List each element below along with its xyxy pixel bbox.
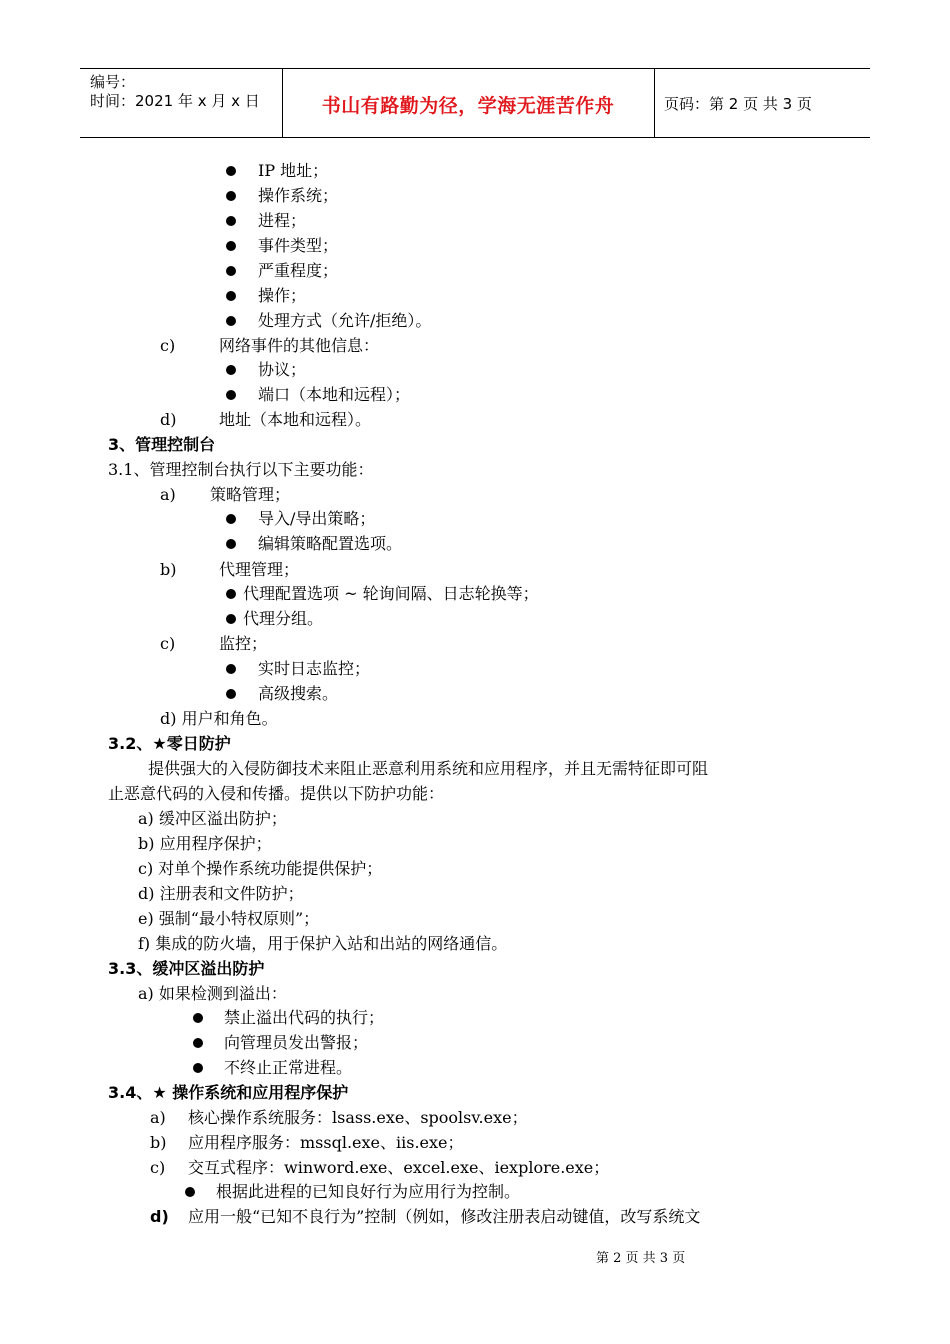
list-item: 端口（本地和远程）；: [258, 385, 411, 404]
list-item: e) 强制“最小特权原则”；: [138, 909, 320, 928]
list-item: 地址（本地和远程）。: [219, 410, 372, 429]
document-date: 时间：2021 年 x 月 x 日: [90, 92, 260, 110]
list-item: 核心操作系统服务：lsass.exe、spoolsv.exe；: [188, 1108, 528, 1127]
header-meta: [90, 73, 260, 111]
list-item: 不终止正常进程。: [224, 1058, 353, 1077]
bullet-icon: [226, 241, 236, 251]
bullet-icon: [226, 191, 236, 201]
list-marker: a): [160, 485, 176, 504]
list-item: a) 缓冲区溢出防护；: [138, 809, 287, 828]
list-item: 禁止溢出代码的执行；: [224, 1008, 385, 1027]
bullet-icon: [226, 316, 236, 326]
bullet-icon: [226, 166, 236, 176]
list-item: d) 用户和角色。: [160, 709, 278, 728]
list-item: 根据此进程的已知良好行为应用行为控制。: [216, 1182, 521, 1201]
list-item: 监控；: [219, 634, 268, 653]
list-marker: c): [150, 1158, 166, 1177]
list-marker: b): [160, 560, 177, 579]
list-item: f) 集成的防火墙，用于保护入站和出站的网络通信。: [138, 934, 508, 953]
list-item: 协议；: [258, 360, 307, 379]
page-header: [80, 68, 870, 138]
list-item: 交互式程序：winword.exe、excel.exe、iexplore.exe；: [188, 1158, 610, 1177]
list-item: 网络事件的其他信息：: [219, 336, 380, 355]
list-marker: a): [150, 1108, 166, 1127]
header-page-number: 页码：第 2 页 共 3 页: [664, 95, 812, 113]
bullet-icon: [185, 1187, 195, 1197]
bullet-icon: [226, 664, 236, 674]
bullet-icon: [226, 689, 236, 699]
section-heading: 3.4、★ 操作系统和应用程序保护: [108, 1083, 349, 1102]
list-item: 高级搜索。: [258, 684, 339, 703]
bullet-icon: [226, 514, 236, 524]
paragraph-line: 提供强大的入侵防御技术来阻止恶意利用系统和应用程序，并且无需特征即可阻: [148, 759, 709, 778]
section-heading: 3、管理控制台: [108, 435, 216, 454]
page-footer: 第 2 页 共 3 页: [596, 1251, 686, 1266]
section-heading: 3.3、缓冲区溢出防护: [108, 959, 265, 978]
header-motto: 书山有路勤为径，学海无涯苦作舟: [321, 95, 615, 117]
list-item: 导入/导出策略；: [258, 509, 376, 528]
list-marker: c): [160, 634, 176, 653]
list-item: b) 应用程序保护；: [138, 834, 272, 853]
subsection-title: 3.1、管理控制台执行以下主要功能：: [108, 460, 374, 479]
list-item: c) 对单个操作系统功能提供保护；: [138, 859, 383, 878]
bullet-icon: [226, 266, 236, 276]
list-item: 编辑策略配置选项。: [258, 534, 403, 553]
document-number: 编号：: [90, 73, 136, 91]
list-item: 向管理员发出警报；: [224, 1033, 369, 1052]
list-item: 操作；: [258, 286, 307, 305]
bullet-icon: [226, 390, 236, 400]
bullet-icon: [226, 539, 236, 549]
list-marker: c): [160, 336, 176, 355]
list-item: 代理配置选项 ~ 轮询间隔、日志轮换等；: [243, 584, 539, 603]
bullet-icon: [226, 291, 236, 301]
list-item: 严重程度；: [258, 261, 339, 280]
list-item: 策略管理；: [210, 485, 291, 504]
list-item: 进程；: [258, 211, 307, 230]
bullet-icon: [193, 1063, 203, 1073]
list-item: 代理分组。: [243, 609, 324, 628]
list-item: 实时日志监控；: [258, 659, 371, 678]
list-item: IP 地址；: [258, 161, 329, 180]
bullet-icon: [226, 216, 236, 226]
list-item: 处理方式（允许/拒绝）。: [258, 311, 432, 330]
list-marker: b): [150, 1133, 167, 1152]
bullet-icon: [226, 365, 236, 375]
list-marker: d): [160, 410, 177, 429]
list-item: 代理管理；: [219, 560, 300, 579]
paragraph-line: 止恶意代码的入侵和传播。提供以下防护功能：: [108, 784, 445, 803]
list-item: a) 如果检测到溢出：: [138, 984, 287, 1003]
bullet-icon: [226, 589, 236, 599]
list-item: 应用一般“已知不良行为”控制（例如，修改注册表启动键值，改写系统文: [188, 1207, 701, 1226]
bullet-icon: [193, 1038, 203, 1048]
header-divider: [654, 69, 655, 137]
bullet-icon: [226, 614, 236, 624]
list-item: 操作系统；: [258, 186, 339, 205]
list-item: d) 注册表和文件防护；: [138, 884, 304, 903]
bullet-icon: [193, 1013, 203, 1023]
section-heading: 3.2、★零日防护: [108, 734, 231, 753]
list-item: 应用程序服务：mssql.exe、iis.exe；: [188, 1133, 464, 1152]
list-item: 事件类型；: [258, 236, 339, 255]
list-marker: d): [150, 1207, 169, 1226]
